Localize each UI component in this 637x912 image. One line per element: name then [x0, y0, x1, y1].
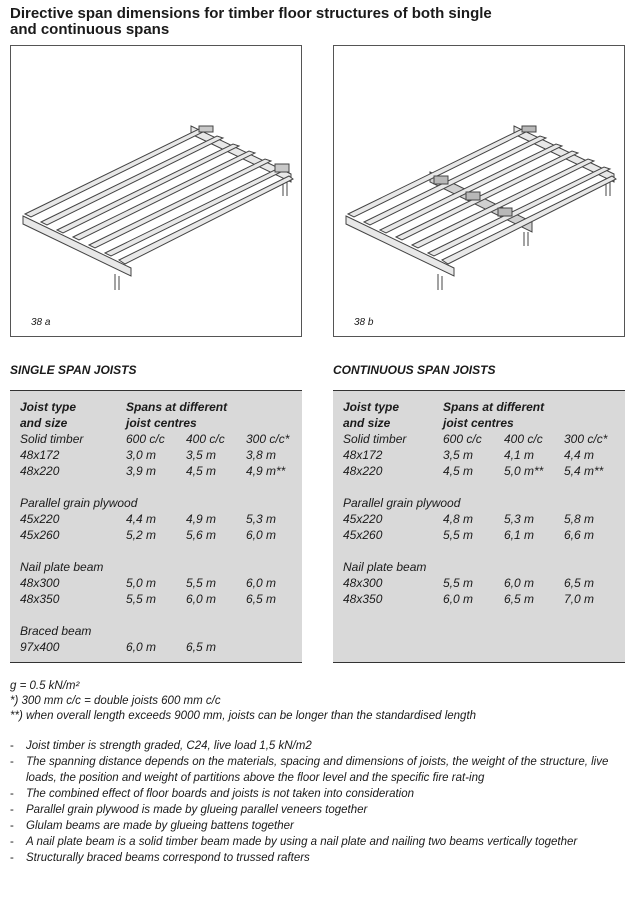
single-span-table: Joist type Spans at different and size joist centres Solid timber 600 c/c 400 c/c 300 c/c* 48x172 3,0 m 3,5 m 3,8 m 48x220 3,9 m 4,5 m 4,9 m** Parallel grain plywood 45x220 4,4 m 4,9 m 5,3 m 45x260 5,2 m 5,6 m 6,0 m Nail plate beam 48x300 5,0 m 5,5 m 6,0 m 48x350 5,5 m 6,0 m 6,5 m Braced beam 97x400 6,0 m 6,5 m: [10, 390, 302, 663]
page-title: Directive span dimensions for timber floor structures of both single and continuous spans: [10, 5, 492, 38]
continuous-span-table: Joist type Spans at different and size joist centres Solid timber 600 c/c 400 c/c 300 c/c* 48x172 3,5 m 4,1 m 4,4 m 48x220 4,5 m 5,0 m** 5,4 m** Parallel grain plywood 45x220 4,8 m 5,3 m 5,8 m 45x260 5,5 m 6,1 m 6,6 m Nail plate beam 48x300 5,5 m 6,0 m 6,5 m 48x350 6,0 m 6,5 m 7,0 m: [333, 390, 625, 663]
footnote: *) 300 mm c/c = double joists 600 mm c/c: [10, 695, 221, 707]
footnote: **) when overall length exceeds 9000 mm, joists can be longer than the standardised length: [10, 710, 477, 722]
footnotes: [10, 679, 620, 724]
single-span-heading: SINGLE SPAN JOISTS: [10, 363, 137, 377]
bullet-list: [10, 738, 628, 866]
table-group-label: Nail plate beam: [343, 560, 427, 574]
figure-38b: [333, 45, 625, 337]
single-span-illustration: [11, 46, 301, 336]
figure-label: 38 a: [31, 317, 51, 328]
list-item: - Structurally braced beams correspond to trussed rafters: [10, 852, 310, 864]
table-group-label: Nail plate beam: [20, 560, 104, 574]
continuous-span-heading: CONTINUOUS SPAN JOISTS: [333, 363, 496, 377]
table-group-label: Braced beam: [20, 624, 92, 638]
list-item: - The spanning distance depends on the materials, spacing and dimensions of joists, the weight of the structure, live loads, the position and weight of partitions above the floor level and the specific fire rat-ing: [10, 756, 609, 784]
figure-38a: [10, 45, 302, 337]
table-group-label: Parallel grain plywood: [20, 496, 138, 510]
figure-label: 38 b: [354, 317, 374, 328]
list-item: - A nail plate beam is a solid timber beam made by using a nail plate and nailing two beams vertically together: [10, 836, 578, 848]
list-item: - The combined effect of floor boards and joists is not taken into consideration: [10, 788, 415, 800]
list-item: - Joist timber is strength graded, C24, live load 1,5 kN/m2: [10, 740, 312, 752]
list-item: - Glulam beams are made by glueing battens together: [10, 820, 294, 832]
footnote: g = 0.5 kN/m²: [10, 680, 80, 692]
list-item: - Parallel grain plywood is made by glueing parallel veneers together: [10, 804, 368, 816]
table-group-label: Parallel grain plywood: [343, 496, 461, 510]
continuous-span-illustration: [334, 46, 624, 336]
